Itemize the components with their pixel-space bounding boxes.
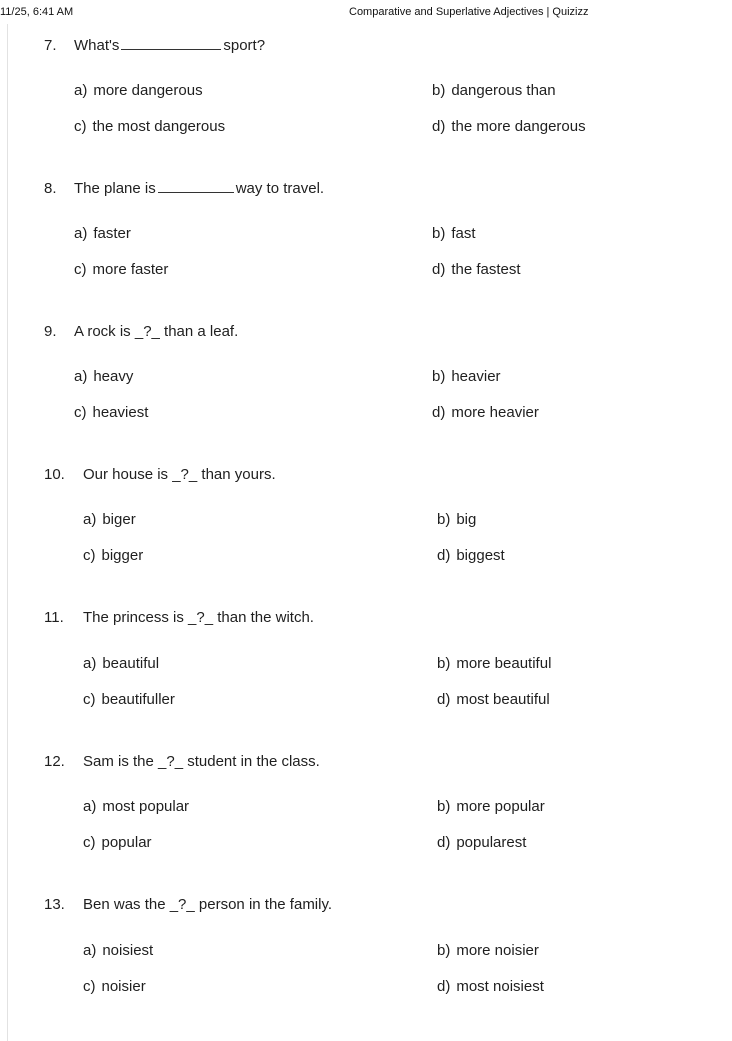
option-letter: b): [437, 511, 451, 528]
option-a: [83, 511, 136, 529]
option-b: [432, 368, 501, 386]
option-letter: b): [432, 368, 446, 385]
option-a: [83, 798, 189, 816]
option-d: [437, 978, 544, 996]
option-text: heaviest: [92, 404, 149, 421]
option-a: [74, 368, 133, 386]
option-letter: c): [74, 118, 87, 135]
option-text: the more dangerous: [451, 118, 586, 135]
question-text: The princess is _?_ than the witch.: [83, 609, 314, 626]
question-text: [74, 37, 265, 55]
option-letter: b): [437, 798, 451, 815]
print-datetime: 11/25, 6:41 AM: [0, 6, 74, 18]
question-text: Ben was the _?_ person in the family.: [83, 896, 333, 913]
option-letter: c): [83, 834, 96, 851]
option-text: the most dangerous: [92, 118, 226, 135]
option-c: [74, 261, 168, 279]
option-letter: c): [83, 547, 96, 564]
option-letter: b): [432, 82, 446, 99]
option-letter: b): [437, 942, 451, 959]
question-9: [0, 323, 732, 453]
question-8: [0, 180, 732, 310]
print-header: [0, 6, 732, 22]
option-d: [432, 118, 586, 136]
option-letter: d): [437, 978, 451, 995]
option-text: more popular: [456, 798, 545, 815]
option-text: biger: [102, 511, 136, 528]
option-text: beautiful: [102, 655, 160, 672]
option-a: [74, 82, 203, 100]
option-a: [83, 942, 153, 960]
answer-blank: [121, 37, 221, 50]
option-text: bigger: [101, 547, 144, 564]
option-d: [437, 691, 550, 709]
option-text: noisiest: [102, 942, 154, 959]
option-letter: c): [83, 978, 96, 995]
option-text: the fastest: [451, 261, 521, 278]
option-text: popular: [101, 834, 152, 851]
question-number: 9.: [44, 323, 57, 340]
question-text-after: way to travel.: [235, 180, 325, 197]
question-11: [0, 609, 732, 739]
option-letter: d): [432, 404, 446, 421]
question-13: [0, 896, 732, 1026]
question-text: [74, 180, 324, 198]
option-text: most beautiful: [456, 691, 550, 708]
option-text: more noisier: [456, 942, 539, 959]
option-b: [432, 225, 476, 243]
option-d: [432, 404, 539, 422]
option-letter: a): [74, 225, 88, 242]
option-letter: c): [74, 404, 87, 421]
question-number: 11.: [44, 609, 64, 626]
option-letter: b): [432, 225, 446, 242]
option-text: faster: [93, 225, 131, 242]
question-12: [0, 753, 732, 883]
option-text: most noisiest: [456, 978, 544, 995]
option-b: [437, 942, 539, 960]
option-letter: a): [83, 511, 97, 528]
question-text-after: sport?: [223, 37, 266, 54]
option-text: fast: [451, 225, 476, 242]
question-text-before: The plane is: [74, 180, 156, 197]
option-d: [437, 834, 526, 852]
option-b: [437, 655, 551, 673]
option-letter: a): [83, 655, 97, 672]
option-letter: c): [74, 261, 87, 278]
option-letter: a): [83, 798, 97, 815]
option-b: [437, 798, 545, 816]
option-letter: b): [437, 655, 451, 672]
option-letter: c): [83, 691, 96, 708]
question-text: Our house is _?_ than yours.: [83, 466, 276, 483]
option-text: more dangerous: [93, 82, 203, 99]
question-text: Sam is the _?_ student in the class.: [83, 753, 320, 770]
option-text: noisier: [101, 978, 146, 995]
question-text: A rock is _?_ than a leaf.: [74, 323, 239, 340]
option-letter: d): [432, 261, 446, 278]
option-b: [437, 511, 476, 529]
option-text: more faster: [92, 261, 169, 278]
option-letter: a): [74, 82, 88, 99]
question-number: 8.: [44, 180, 57, 197]
option-d: [432, 261, 521, 279]
option-text: biggest: [456, 547, 505, 564]
option-text: popularest: [456, 834, 527, 851]
option-letter: d): [432, 118, 446, 135]
question-number: 10.: [44, 466, 65, 483]
option-c: [74, 404, 148, 422]
question-7: [0, 37, 732, 167]
document-title: Comparative and Superlative Adjectives | Quizizz: [349, 6, 589, 18]
question-text-before: What's: [74, 37, 120, 54]
option-c: [83, 978, 146, 996]
option-text: heavier: [451, 368, 501, 385]
option-c: [74, 118, 225, 136]
option-letter: a): [74, 368, 88, 385]
option-text: big: [456, 511, 477, 528]
option-letter: d): [437, 834, 451, 851]
option-b: [432, 82, 556, 100]
option-c: [83, 834, 152, 852]
question-number: 12.: [44, 753, 65, 770]
option-a: [74, 225, 131, 243]
question-number: 13.: [44, 896, 65, 913]
question-10: [0, 466, 732, 596]
option-text: dangerous than: [451, 82, 556, 99]
option-text: more heavier: [451, 404, 539, 421]
option-text: heavy: [93, 368, 134, 385]
option-c: [83, 547, 143, 565]
option-a: [83, 655, 159, 673]
answer-blank: [158, 180, 234, 193]
option-letter: d): [437, 691, 451, 708]
question-number: 7.: [44, 37, 57, 54]
option-d: [437, 547, 505, 565]
option-letter: a): [83, 942, 97, 959]
option-letter: d): [437, 547, 451, 564]
option-text: most popular: [102, 798, 190, 815]
option-text: beautifuller: [101, 691, 175, 708]
option-text: more beautiful: [456, 655, 552, 672]
option-c: [83, 691, 175, 709]
